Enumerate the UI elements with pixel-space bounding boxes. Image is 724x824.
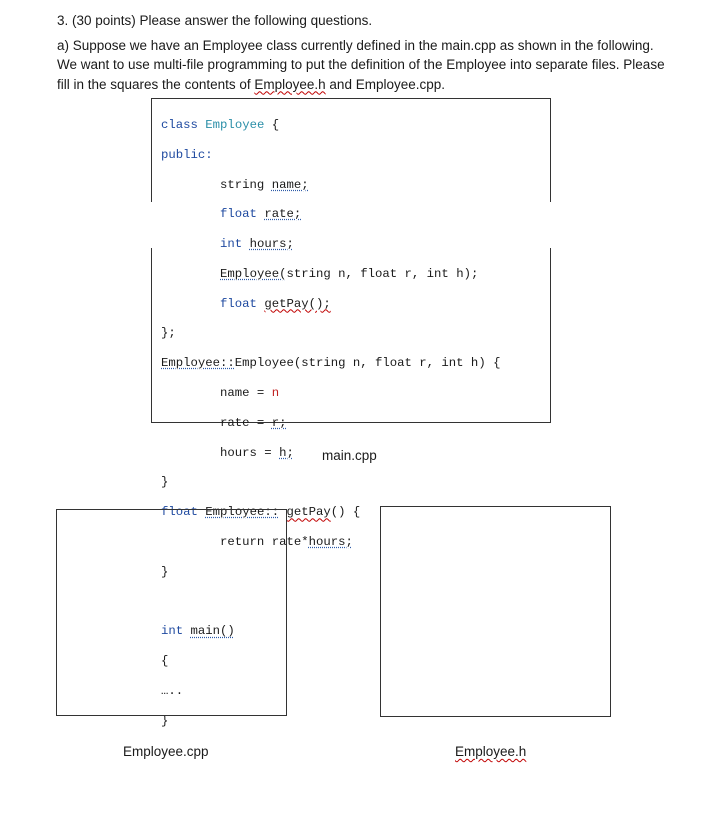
- question-heading: 3. (30 points) Please answer the following questions.: [57, 13, 373, 28]
- code-text: string n, float r, int h);: [286, 266, 479, 281]
- code-line: [161, 326, 500, 341]
- code-text: string: [161, 177, 272, 192]
- code-line: [161, 237, 500, 252]
- code-text: name;: [271, 177, 309, 192]
- code-text: rate =: [161, 415, 272, 430]
- code-keyword: int: [161, 624, 184, 639]
- code-keyword: float: [161, 505, 198, 520]
- code-line: [161, 148, 500, 163]
- code-text: name =: [161, 386, 272, 401]
- code-line: [161, 297, 500, 312]
- code-keyword: float: [161, 296, 265, 311]
- code-text: n: [271, 386, 280, 401]
- code-text: {: [161, 654, 169, 669]
- code-line: [161, 416, 500, 431]
- code-keyword: int: [161, 237, 250, 252]
- code-text: rate;: [264, 207, 302, 222]
- code-text: hours;: [249, 237, 294, 252]
- caption-employee-h: Employee.h: [455, 744, 527, 759]
- part-a-and: and: [325, 76, 356, 92]
- code-text: }: [161, 475, 169, 490]
- code-line: [161, 207, 500, 222]
- code-text: r;: [271, 415, 287, 430]
- code-text: Employee::: [205, 505, 280, 520]
- code-text: };: [161, 326, 176, 341]
- code-line: [161, 118, 500, 133]
- part-a-text: a) Suppose we have an Employee class currently defined in the main.cpp as shown in the following. We want to use multi-file programming to put the definition of the Employee into separate files. Please fill in the squares the contents of: [57, 37, 665, 92]
- code-text: main(): [190, 624, 235, 639]
- code-text: () {: [330, 505, 361, 520]
- code-text: getPay: [286, 505, 331, 520]
- code-text: h;: [279, 445, 294, 460]
- code-keyword: float: [161, 207, 265, 222]
- question-part-a: [57, 36, 677, 95]
- code-text: }: [161, 564, 169, 579]
- code-text: …..: [161, 684, 184, 699]
- caption-employee-cpp: Employee.cpp: [123, 744, 209, 759]
- employee-cpp-answer-box[interactable]: [56, 509, 287, 716]
- code-line: [161, 356, 500, 371]
- code-text: }: [161, 713, 169, 728]
- code-text: Employee(: [220, 266, 287, 281]
- code-line: [161, 475, 500, 490]
- code-text: getPay();: [264, 296, 331, 311]
- code-text: hours;: [308, 535, 353, 550]
- code-text: hours =: [161, 445, 280, 460]
- code-text: [161, 267, 220, 281]
- code-text: Employee(string n, float r, int h) {: [234, 356, 501, 371]
- code-line: [161, 267, 500, 282]
- code-type: Employee: [205, 117, 265, 132]
- file-name-h: Employee.h: [254, 76, 326, 92]
- code-text: {: [264, 117, 280, 132]
- caption-main-cpp: main.cpp: [322, 448, 377, 463]
- question-text: [57, 11, 677, 94]
- code-text: return rate*: [161, 535, 309, 550]
- code-keyword: class: [161, 117, 198, 132]
- code-keyword: public:: [161, 147, 213, 162]
- employee-h-answer-box[interactable]: [380, 506, 611, 717]
- code-line: [161, 178, 500, 193]
- file-name-cpp: Employee.cpp.: [355, 76, 446, 92]
- code-text: Employee::: [161, 356, 235, 371]
- code-line: [161, 386, 500, 401]
